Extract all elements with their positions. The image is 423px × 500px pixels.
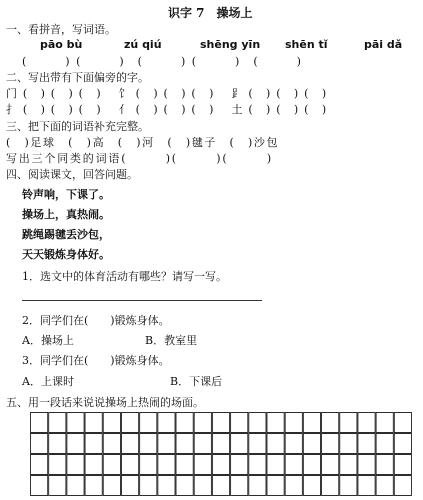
grid-cell[interactable]: [140, 413, 157, 433]
grid-cell[interactable]: [231, 413, 248, 433]
grid-cell[interactable]: [376, 476, 393, 496]
grid-cell[interactable]: [358, 455, 375, 475]
grid-cell[interactable]: [194, 476, 211, 496]
pinyin-5: pāi dǎ: [364, 38, 403, 51]
grid-cell[interactable]: [31, 434, 48, 454]
pinyin-2: zú qiú: [124, 38, 162, 51]
same-type-words-row[interactable]: 写出三个同类的词语( )( )( ): [6, 152, 273, 165]
grid-cell[interactable]: [103, 434, 120, 454]
grid-cell[interactable]: [249, 413, 266, 433]
grid-cell[interactable]: [340, 476, 357, 496]
grid-cell[interactable]: [303, 434, 320, 454]
grid-cell[interactable]: [322, 413, 339, 433]
grid-cell[interactable]: [49, 434, 66, 454]
grid-cell[interactable]: [121, 476, 138, 496]
grid-cell[interactable]: [103, 413, 120, 433]
grid-cell[interactable]: [31, 455, 48, 475]
section5-heading: 五、用一段话来说说操场上热闹的场面。: [6, 396, 204, 409]
grid-cell[interactable]: [140, 476, 157, 496]
grid-cell[interactable]: [285, 476, 302, 496]
grid-cell[interactable]: [103, 455, 120, 475]
grid-cell[interactable]: [158, 476, 175, 496]
section1-heading: 一、看拼音，写词语。: [6, 23, 116, 36]
grid-cell[interactable]: [394, 455, 411, 475]
question-3: 3．同学们在( )锻炼身体。: [22, 354, 170, 367]
grid-cell[interactable]: [212, 455, 229, 475]
grid-cell[interactable]: [67, 476, 84, 496]
grid-cell[interactable]: [67, 413, 84, 433]
grid-cell[interactable]: [267, 455, 284, 475]
grid-cell[interactable]: [31, 413, 48, 433]
grid-cell[interactable]: [176, 476, 193, 496]
passage-line-3: 跳绳踢毽丢沙包，: [22, 228, 110, 241]
grid-cell[interactable]: [340, 455, 357, 475]
grid-cell[interactable]: [121, 434, 138, 454]
writing-grid[interactable]: [30, 412, 412, 496]
grid-cell[interactable]: [267, 434, 284, 454]
complete-words-row[interactable]: ( )足球 ( )高 ( )河 ( )毽子 ( )沙包: [6, 136, 280, 149]
pinyin-3: shēng yīn: [200, 38, 261, 51]
passage-line-2: 操场上，真热闹。: [22, 208, 110, 221]
q3-option-b[interactable]: B．下课后: [170, 375, 223, 388]
grid-cell[interactable]: [285, 434, 302, 454]
grid-cell[interactable]: [121, 413, 138, 433]
section3-heading: 三、把下面的词语补充完整。: [6, 120, 149, 133]
grid-cell[interactable]: [322, 455, 339, 475]
grid-cell[interactable]: [394, 476, 411, 496]
grid-cell[interactable]: [49, 413, 66, 433]
grid-cell[interactable]: [340, 413, 357, 433]
grid-cell[interactable]: [303, 455, 320, 475]
grid-cell[interactable]: [176, 413, 193, 433]
grid-cell[interactable]: [376, 413, 393, 433]
grid-cell[interactable]: [394, 434, 411, 454]
grid-cell[interactable]: [176, 434, 193, 454]
pinyin-answer-blanks[interactable]: ( ) ( ) ( ) ( ) ( ): [22, 55, 303, 68]
page-title: 识字 7 操场上: [168, 6, 253, 20]
grid-cell[interactable]: [85, 434, 102, 454]
grid-cell[interactable]: [194, 434, 211, 454]
grid-cell[interactable]: [85, 476, 102, 496]
grid-cell[interactable]: [31, 476, 48, 496]
radical-row-2[interactable]: 扌 ( ) ( ) ( ) 亻 ( ) ( ) ( ) 土 ( ) ( ) ( ): [6, 103, 328, 116]
passage-line-4: 天天锻炼身体好。: [22, 248, 110, 261]
grid-cell[interactable]: [158, 434, 175, 454]
pinyin-4: shēn tǐ: [285, 38, 328, 51]
grid-cell[interactable]: [140, 455, 157, 475]
grid-cell[interactable]: [394, 413, 411, 433]
grid-cell[interactable]: [49, 476, 66, 496]
grid-cell[interactable]: [285, 413, 302, 433]
grid-cell[interactable]: [231, 455, 248, 475]
question-1-answer-line[interactable]: [22, 300, 262, 301]
grid-cell[interactable]: [249, 455, 266, 475]
q3-option-a[interactable]: A．上课时: [22, 375, 74, 388]
grid-cell[interactable]: [340, 434, 357, 454]
grid-cell[interactable]: [358, 413, 375, 433]
grid-cell[interactable]: [231, 476, 248, 496]
passage-line-1: 铃声响，下课了。: [22, 188, 110, 201]
grid-cell[interactable]: [67, 434, 84, 454]
section4-heading: 四、阅读课文，回答问题。: [6, 168, 138, 181]
question-1: 1．选文中的体育活动有哪些？请写一写。: [22, 270, 227, 283]
grid-cell[interactable]: [158, 413, 175, 433]
grid-cell[interactable]: [303, 476, 320, 496]
grid-cell[interactable]: [267, 476, 284, 496]
grid-cell[interactable]: [249, 434, 266, 454]
question-2: 2．同学们在( )锻炼身体。: [22, 314, 170, 327]
grid-cell[interactable]: [49, 455, 66, 475]
grid-cell[interactable]: [85, 455, 102, 475]
pinyin-1: pāo bù: [40, 38, 83, 51]
grid-cell[interactable]: [194, 455, 211, 475]
grid-cell[interactable]: [249, 476, 266, 496]
grid-cell[interactable]: [358, 476, 375, 496]
grid-cell[interactable]: [358, 434, 375, 454]
grid-cell[interactable]: [158, 455, 175, 475]
grid-cell[interactable]: [376, 455, 393, 475]
grid-cell[interactable]: [194, 413, 211, 433]
grid-cell[interactable]: [103, 476, 120, 496]
grid-cell[interactable]: [67, 455, 84, 475]
grid-cell[interactable]: [376, 434, 393, 454]
grid-cell[interactable]: [212, 434, 229, 454]
q2-option-b[interactable]: B．教室里: [145, 334, 198, 347]
grid-cell[interactable]: [285, 455, 302, 475]
grid-cell[interactable]: [267, 413, 284, 433]
section2-heading: 二、写出带有下面偏旁的字。: [6, 71, 149, 84]
grid-cell[interactable]: [303, 413, 320, 433]
q2-option-a[interactable]: A．操场上: [22, 334, 74, 347]
grid-cell[interactable]: [212, 476, 229, 496]
grid-cell[interactable]: [212, 413, 229, 433]
grid-cell[interactable]: [322, 434, 339, 454]
grid-cell[interactable]: [176, 455, 193, 475]
grid-cell[interactable]: [121, 455, 138, 475]
grid-cell[interactable]: [231, 434, 248, 454]
radical-row-1[interactable]: 门 ( ) ( ) ( ) 饣 ( ) ( ) ( ) ⻊ ( ) ( ) ( ): [6, 87, 328, 100]
grid-cell[interactable]: [322, 476, 339, 496]
grid-cell[interactable]: [140, 434, 157, 454]
grid-cell[interactable]: [85, 413, 102, 433]
